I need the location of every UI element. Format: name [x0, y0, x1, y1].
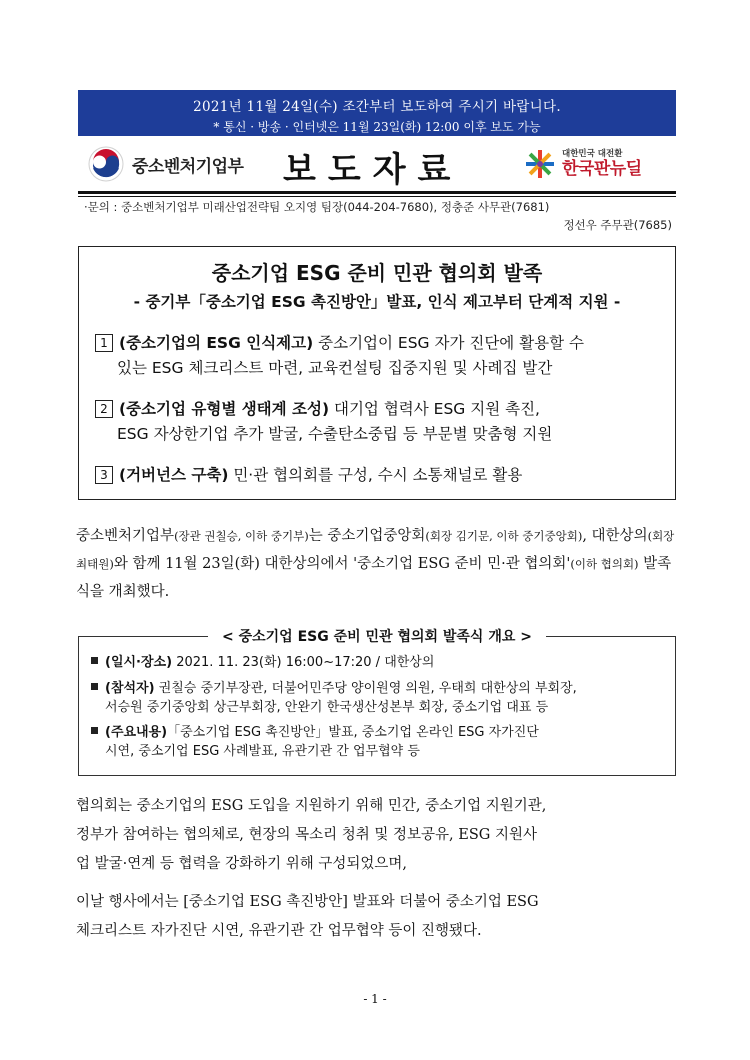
- intro-text: 는 중소기업중앙회: [308, 528, 426, 544]
- overview-text-cont: 서승원 중기중앙회 상근부회장, 안완기 한국생산성본부 회장, 중소기업 대표 등: [105, 700, 549, 715]
- body-paragraph-1: [76, 792, 676, 879]
- summary-point: [95, 331, 584, 381]
- intro-text: 중소벤처기업부: [76, 528, 175, 544]
- headline: 중소기업 ESG 준비 민관 협의회 발족: [211, 261, 543, 285]
- point-number: 1: [95, 334, 113, 352]
- body-line: 이날 행사에서는 [중소기업 ESG 촉진방안] 발표와 더불어 중소기업 ESG: [76, 894, 539, 910]
- overview-item: [91, 653, 434, 672]
- point-label: (거버넌스 구축): [119, 466, 229, 484]
- body-line: 업 발굴·연계 등 협력을 강화하기 위해 구성되었으며,: [76, 856, 408, 872]
- summary-point: [95, 463, 522, 488]
- press-release-title: 보도자료: [283, 150, 463, 190]
- newdeal-subtitle: 대한민국 대전환: [562, 149, 623, 160]
- newdeal-name: 한국판뉴딜: [562, 158, 642, 179]
- point-number: 2: [95, 400, 113, 418]
- summary-box: [78, 246, 676, 500]
- body-line: 협의회는 중소기업의 ESG 도입을 지원하기 위해 민간, 중소기업 지원기관,: [76, 798, 547, 814]
- overview-item: [91, 723, 539, 761]
- overview-label: (참석자): [105, 681, 155, 696]
- embargo-line1: 2021년 11월 24일(수) 조간부터 보도하여 주시기 바랍니다.: [193, 99, 561, 115]
- taegeuk-icon: [88, 146, 124, 182]
- contact-line: ·문의 : 중소벤처기업부 미래산업전략팀 오지영 팀장(044-204-7680), 정충준 사무관(7681): [84, 200, 550, 214]
- point-text-cont: 있는 ESG 체크리스트 마련, 교육컨설팅 집중지원 및 사례집 발간: [117, 359, 553, 377]
- overview-text: 2021. 11. 23(화) 16:00~17:20 / 대한상의: [172, 655, 435, 670]
- event-overview-box: [78, 629, 676, 776]
- embargo-banner: [78, 90, 676, 136]
- bullet-square-icon: [91, 727, 98, 734]
- overview-label: (일시·장소): [105, 655, 173, 670]
- overview-title: < 중소기업 ESG 준비 민관 협의회 발족식 개요 >: [208, 626, 546, 646]
- korean-new-deal-logo: [524, 148, 642, 180]
- overview-label: (주요내용): [105, 725, 168, 740]
- header-divider: [78, 191, 676, 194]
- intro-text: 와 함께 11월 23일(화) 대한상의에서 '중소기업 ESG 준비 민·관 협의회': [113, 556, 571, 572]
- intro-note: (장관 권칠승, 이하 중기부): [174, 529, 309, 543]
- ministry-name: 중소벤처기업부: [132, 156, 244, 177]
- subheadline: - 중기부「중소기업 ESG 촉진방안」발표, 인식 제고부터 단계적 지원 -: [133, 293, 621, 311]
- intro-note: (회장 최태원): [76, 529, 675, 571]
- press-header: [78, 142, 676, 190]
- overview-item: [91, 679, 577, 717]
- body-line: 정부가 참여하는 협의체로, 현장의 목소리 청취 및 정보공유, ESG 지원사: [76, 827, 537, 843]
- ministry-logo: [88, 146, 243, 182]
- bullet-square-icon: [91, 683, 98, 690]
- intro-note: (이하 협의회): [570, 557, 639, 571]
- body-line: 체크리스트 자가진단 시연, 유관기관 간 업무협약 등이 진행됐다.: [76, 923, 482, 939]
- bullet-square-icon: [91, 657, 98, 664]
- embargo-line2: * 통신 · 방송 · 인터넷은 11월 23일(화) 12:00 이후 보도 가능: [213, 120, 541, 134]
- point-label: (중소기업 유형별 생태계 조성): [119, 400, 330, 418]
- contact-line-2: 정선우 주무관(7685): [563, 218, 672, 232]
- overview-text: 「중소기업 ESG 촉진방안」발표, 중소기업 온라인 ESG 자가진단: [167, 725, 539, 740]
- overview-text-cont: 시연, 중소기업 ESG 사례발표, 유관기관 간 업무협약 등: [105, 744, 420, 759]
- point-number: 3: [95, 466, 113, 484]
- header-divider-thin: [78, 196, 676, 197]
- summary-point: [95, 397, 552, 447]
- intro-paragraph: [76, 522, 676, 606]
- point-text: 민·관 협의회를 구성, 수시 소통채널로 활용: [228, 466, 523, 484]
- point-label: (중소기업의 ESG 인식제고): [119, 334, 314, 352]
- point-text: 대기업 협력사 ESG 지원 촉진,: [329, 400, 540, 418]
- newdeal-star-icon: [524, 148, 556, 180]
- point-text: 중소기업이 ESG 자가 진단에 활용할 수: [313, 334, 585, 352]
- intro-text: 발족식을 개최했다.: [76, 556, 672, 600]
- intro-text: , 대한상의: [582, 528, 648, 544]
- body-paragraph-2: [76, 888, 676, 946]
- intro-note: (회장 김기문, 이하 중기중앙회): [425, 529, 583, 543]
- overview-text: 권칠승 중기부장관, 더불어민주당 양이원영 의원, 우태희 대한상의 부회장,: [154, 681, 577, 696]
- page-number: - 1 -: [363, 992, 387, 1006]
- point-text-cont: ESG 자상한기업 추가 발굴, 수출탄소중립 등 부문별 맞춤형 지원: [117, 425, 553, 443]
